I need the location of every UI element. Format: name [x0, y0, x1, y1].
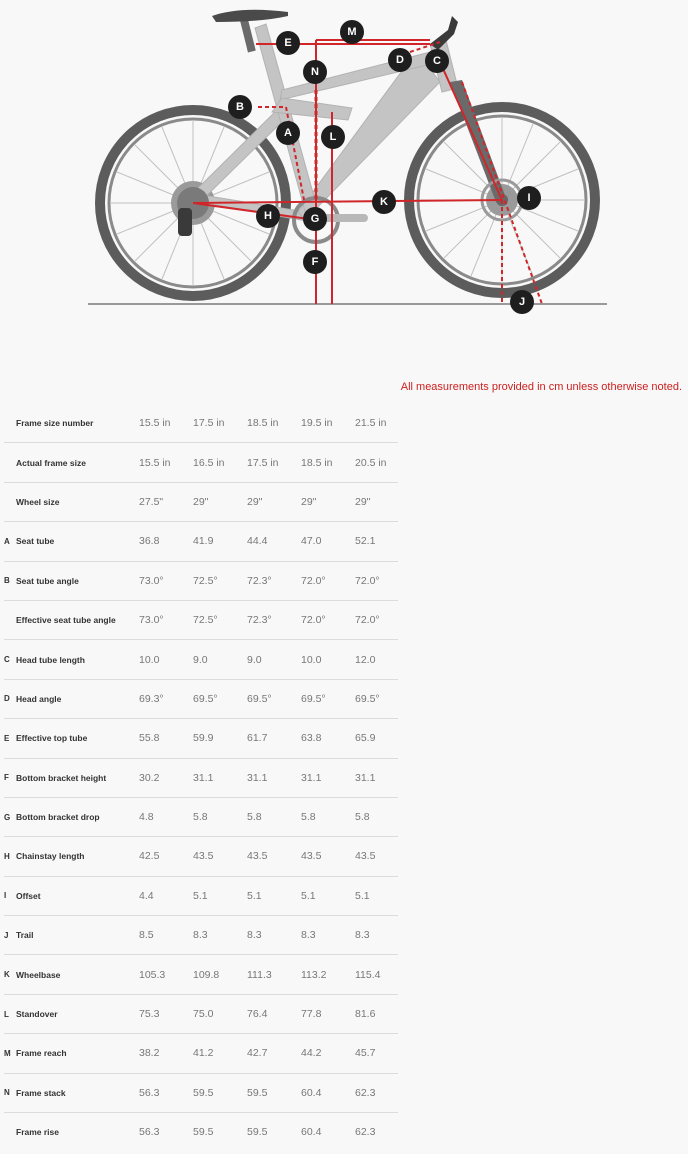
row-label: Frame size number	[16, 418, 94, 429]
table-cell: 73.0°	[139, 561, 193, 600]
table-cell: 38.2	[139, 1034, 193, 1073]
table-row	[4, 1073, 398, 1112]
table-cell: 44.2	[301, 1034, 355, 1073]
table-row	[4, 482, 398, 521]
table-cell: 15.5 in	[139, 443, 193, 482]
table-row	[4, 443, 398, 482]
table-row	[4, 561, 398, 600]
table-row	[4, 916, 398, 955]
table-cell: 72.3°	[247, 600, 301, 639]
table-cell: 59.5	[247, 1073, 301, 1112]
table-cell: 30.2	[139, 758, 193, 797]
table-row	[4, 640, 398, 679]
table-cell: 42.7	[247, 1034, 301, 1073]
row-letter: J	[4, 916, 16, 955]
table-cell: 56.3	[139, 1113, 193, 1152]
marker-k	[372, 190, 396, 214]
table-cell: 9.0	[247, 640, 301, 679]
row-label: Frame stack	[16, 1073, 139, 1112]
table-cell: 5.1	[193, 876, 247, 915]
saddle	[212, 10, 288, 22]
table-cell: 45.7	[355, 1034, 398, 1073]
table-cell: 75.3	[139, 994, 193, 1033]
table-row	[4, 994, 398, 1033]
svg-text:B: B	[236, 101, 244, 113]
row-label: Seat tube angle	[16, 561, 139, 600]
marker-a	[276, 121, 300, 145]
table-cell: 5.1	[355, 876, 398, 915]
table-cell: 21.5 in	[355, 417, 387, 430]
marker-d	[388, 48, 412, 72]
row-letter: N	[4, 1073, 16, 1112]
table-cell: 15.5 in	[139, 417, 171, 430]
table-cell: 8.3	[355, 916, 398, 955]
table-cell: 72.5°	[193, 561, 247, 600]
row-letter	[4, 482, 16, 521]
table-cell: 72.3°	[247, 561, 301, 600]
table-cell: 69.5°	[301, 679, 355, 718]
marker-l	[321, 125, 345, 149]
table-cell: 59.5	[193, 1073, 247, 1112]
svg-text:G: G	[310, 213, 320, 225]
table-cell: 10.0	[139, 640, 193, 679]
row-label: Frame rise	[16, 1113, 139, 1152]
row-letter: A	[4, 522, 16, 561]
table-cell: 8.3	[301, 916, 355, 955]
table-cell: 31.1	[355, 758, 398, 797]
table-cell: 109.8	[193, 955, 247, 994]
svg-text:H: H	[264, 210, 272, 222]
table-cell: 8.3	[193, 916, 247, 955]
svg-text:M: M	[347, 26, 357, 38]
table-row	[4, 600, 398, 639]
table-row	[4, 797, 398, 836]
svg-text:K: K	[380, 196, 388, 208]
row-letter: D	[4, 679, 16, 718]
table-cell: 31.1	[193, 758, 247, 797]
table-cell: 8.3	[247, 916, 301, 955]
row-label: Frame reach	[16, 1034, 139, 1073]
table-cell: 20.5 in	[355, 443, 398, 482]
table-cell: 31.1	[301, 758, 355, 797]
table-cell: 56.3	[139, 1073, 193, 1112]
table-cell: 42.5	[139, 837, 193, 876]
row-label: Head tube length	[16, 640, 139, 679]
row-letter: I	[4, 876, 16, 915]
marker-g	[303, 207, 327, 231]
table-cell: 43.5	[355, 837, 398, 876]
table-cell: 8.5	[139, 916, 193, 955]
table-cell: 4.8	[139, 797, 193, 836]
geometry-table	[4, 404, 398, 1151]
table-cell: 69.3°	[139, 679, 193, 718]
row-label: Bottom bracket drop	[16, 797, 139, 836]
table-cell: 65.9	[355, 719, 398, 758]
table-cell: 72.0°	[355, 561, 398, 600]
table-cell: 52.1	[355, 522, 398, 561]
row-label: Head angle	[16, 679, 139, 718]
table-row	[4, 1113, 398, 1152]
seatpost	[240, 20, 256, 53]
table-cell: 72.5°	[193, 600, 247, 639]
row-label: Standover	[16, 994, 139, 1033]
row-label: Actual frame size	[16, 443, 139, 482]
row-label: Trail	[16, 916, 139, 955]
table-cell: 113.2	[301, 955, 355, 994]
table-cell: 41.9	[193, 522, 247, 561]
table-row	[4, 955, 398, 994]
table-cell: 72.0°	[301, 561, 355, 600]
table-cell: 69.5°	[193, 679, 247, 718]
svg-text:D: D	[396, 54, 404, 66]
svg-text:J: J	[518, 296, 526, 308]
marker-e	[276, 31, 300, 55]
table-cell: 29"	[355, 482, 398, 521]
table-cell: 44.4	[247, 522, 301, 561]
table-cell: 43.5	[301, 837, 355, 876]
table-cell: 55.8	[139, 719, 193, 758]
table-cell: 72.0°	[355, 600, 398, 639]
svg-text:I: I	[527, 192, 531, 204]
table-cell: 61.7	[247, 719, 301, 758]
table-cell: 47.0	[301, 522, 355, 561]
table-row	[4, 404, 398, 443]
table-cell: 18.5 in	[247, 417, 279, 430]
table-cell: 19.5 in	[301, 417, 333, 430]
row-letter: L	[4, 994, 16, 1033]
bike-geometry-diagram	[0, 0, 688, 320]
table-cell: 5.8	[193, 797, 247, 836]
table-cell: 77.8	[301, 994, 355, 1033]
row-letter: E	[4, 719, 16, 758]
svg-text:E: E	[284, 37, 292, 49]
row-letter: F	[4, 758, 16, 797]
marker-i	[517, 186, 541, 210]
table-row	[4, 758, 398, 797]
table-cell: 63.8	[301, 719, 355, 758]
marker-f	[303, 250, 327, 274]
table-row	[4, 1034, 398, 1073]
table-cell: 81.6	[355, 994, 398, 1033]
table-cell: 111.3	[247, 955, 301, 994]
table-cell: 5.8	[355, 797, 398, 836]
table-cell: 62.3	[355, 1073, 398, 1112]
row-label: Wheel size	[16, 482, 139, 521]
table-cell: 59.5	[247, 1113, 301, 1152]
table-cell: 36.8	[139, 522, 193, 561]
row-label: Effective seat tube angle	[16, 600, 139, 639]
table-cell: 115.4	[355, 955, 398, 994]
derailleur	[178, 208, 192, 236]
table-cell: 60.4	[301, 1073, 355, 1112]
svg-text:F: F	[311, 256, 319, 268]
row-letter	[4, 600, 16, 639]
svg-text:C: C	[433, 55, 441, 67]
table-cell: 105.3	[139, 955, 193, 994]
table-cell: 72.0°	[301, 600, 355, 639]
table-cell: 5.8	[301, 797, 355, 836]
svg-text:A: A	[284, 127, 292, 139]
row-letter: H	[4, 837, 16, 876]
marker-c	[425, 49, 449, 73]
row-letter: M	[4, 1034, 16, 1073]
row-label: Effective top tube	[16, 719, 139, 758]
svg-text:N: N	[311, 66, 319, 78]
table-cell: 5.1	[301, 876, 355, 915]
marker-j	[510, 290, 534, 314]
table-cell: 31.1	[247, 758, 301, 797]
row-label: Wheelbase	[16, 955, 139, 994]
table-row	[4, 876, 398, 915]
row-label: Bottom bracket height	[16, 758, 139, 797]
row-letter	[4, 1113, 16, 1152]
table-cell: 76.4	[247, 994, 301, 1033]
table-cell: 59.9	[193, 719, 247, 758]
table-row	[4, 837, 398, 876]
table-cell: 75.0	[193, 994, 247, 1033]
measurement-note: All measurements provided in cm unless otherwise noted.	[400, 381, 682, 393]
row-letter: C	[4, 640, 16, 679]
marker-m	[340, 20, 364, 44]
table-cell: 17.5 in	[193, 417, 225, 430]
table-cell: 41.2	[193, 1034, 247, 1073]
table-cell: 69.5°	[355, 679, 398, 718]
svg-text:L: L	[329, 131, 337, 143]
table-cell: 60.4	[301, 1113, 355, 1152]
marker-n	[303, 60, 327, 84]
table-cell: 16.5 in	[193, 443, 247, 482]
marker-b	[228, 95, 252, 119]
table-cell: 69.5°	[247, 679, 301, 718]
table-cell: 43.5	[193, 837, 247, 876]
table-cell: 59.5	[193, 1113, 247, 1152]
row-label: Offset	[16, 876, 139, 915]
table-cell: 18.5 in	[301, 443, 355, 482]
table-cell: 29"	[193, 482, 247, 521]
table-cell: 10.0	[301, 640, 355, 679]
table-cell: 12.0	[355, 640, 398, 679]
table-cell: 73.0°	[139, 600, 193, 639]
table-row	[4, 679, 398, 718]
row-letter: B	[4, 561, 16, 600]
table-cell: 9.0	[193, 640, 247, 679]
marker-h	[256, 204, 280, 228]
table-row	[4, 719, 398, 758]
table-cell: 4.4	[139, 876, 193, 915]
table-cell: 17.5 in	[247, 443, 301, 482]
table-cell: 29"	[247, 482, 301, 521]
table-cell: 62.3	[355, 1113, 398, 1152]
table-cell: 27.5"	[139, 482, 193, 521]
table-cell: 5.8	[247, 797, 301, 836]
table-row	[4, 522, 398, 561]
row-label: Seat tube	[16, 522, 139, 561]
row-letter	[4, 443, 16, 482]
row-label: Chainstay length	[16, 837, 139, 876]
table-cell: 29"	[301, 482, 355, 521]
row-letter: K	[4, 955, 16, 994]
row-letter: G	[4, 797, 16, 836]
table-cell: 5.1	[247, 876, 301, 915]
row-letter	[4, 404, 16, 443]
table-cell: 43.5	[247, 837, 301, 876]
